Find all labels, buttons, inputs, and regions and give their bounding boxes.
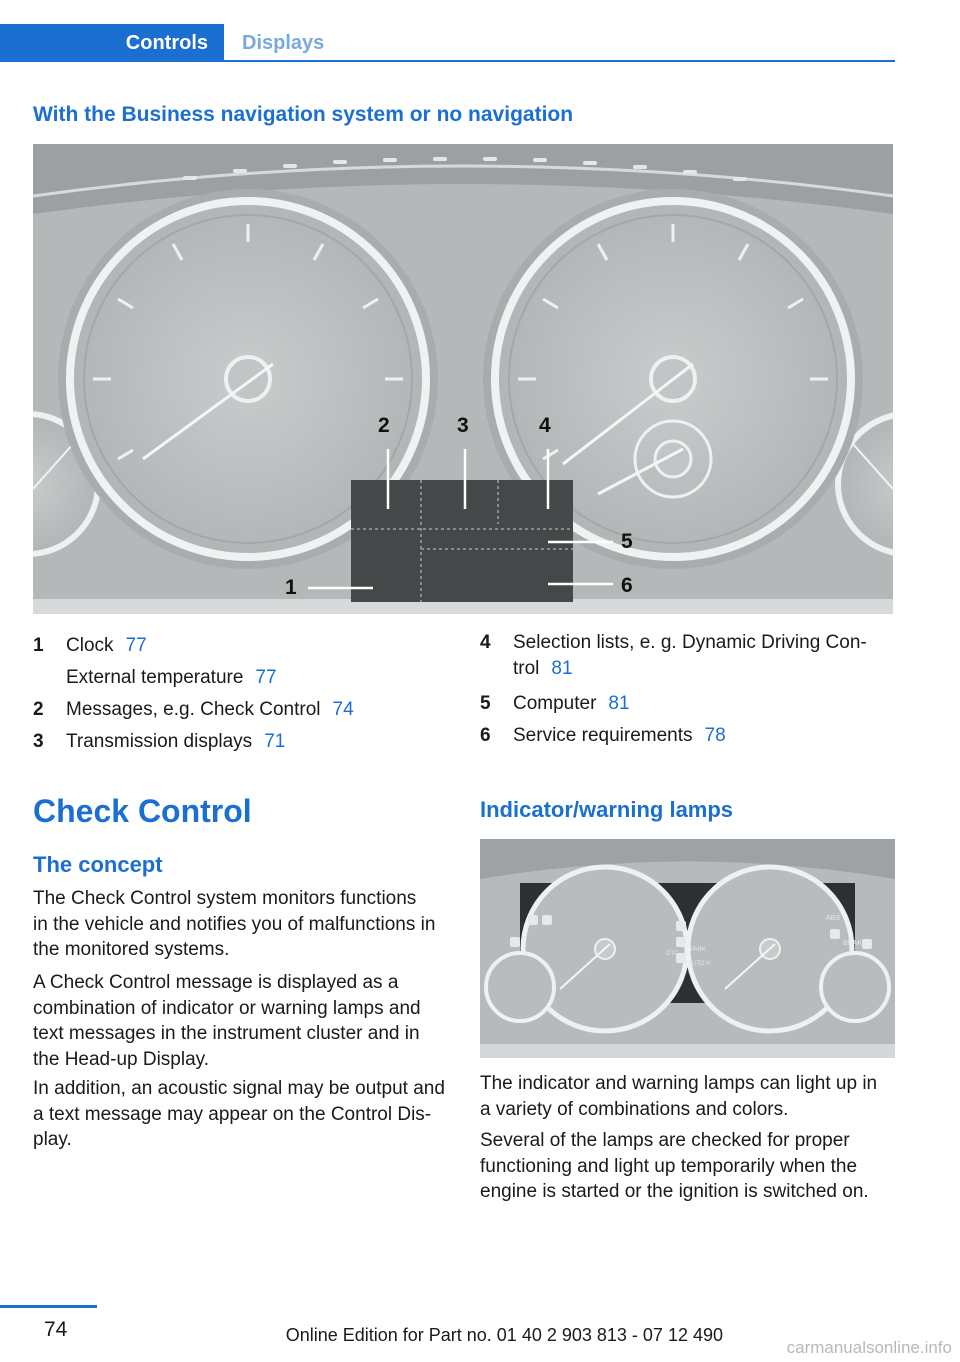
legend-item-3 [33,726,453,758]
legend-text: Computer [513,693,597,714]
legend-number: 4 [480,632,491,653]
callout-6: 6 [621,574,633,597]
legend-item-2 [33,694,453,726]
edition-note: Online Edition for Part no. 01 40 2 903 813 - 07 12 490 [285,1325,723,1345]
legend-text: Messages, e.g. Check Control [66,699,321,720]
footer-rule [0,1305,97,1308]
concept-paragraph-2 [33,970,453,1072]
lamp-label-dtc: DTC [666,951,679,957]
section-heading: With the Business navigation system or no navigation [33,103,574,126]
cluster-drawing [33,144,893,614]
legend-text: trol [513,658,540,679]
indicator-lamps-illustration [480,839,895,1058]
legend-number: 3 [33,731,44,752]
concept-heading: The concept [33,852,163,877]
callout-3: 3 [457,414,469,437]
text-line: functioning and light up temporarily when the [480,1155,858,1177]
legend-number: 2 [33,699,44,720]
text-line: engine is started or the ignition is switched on. [480,1181,869,1202]
legend-right [480,630,895,752]
tab-underline [224,60,895,62]
legend-number: 6 [480,725,491,746]
page-reference-link[interactable]: 77 [255,667,277,688]
legend-item-6 [480,720,895,752]
text-line: Several of the lamps are checked for proper [480,1130,850,1151]
text-line: play. [33,1129,72,1150]
watermark: carmanualsonline.info [786,1338,952,1357]
check-control-title: Check Control [33,793,252,829]
text-line: in the vehicle and notifies you of malfunctions in [33,913,436,935]
instrument-cluster-illustration [33,144,893,614]
text-line: the Head-up Display. [33,1048,210,1070]
lamp-label-brake: BRAKE [843,940,867,947]
text-line: combination of indicator or warning lamps and [33,997,421,1019]
callout-1: 1 [285,576,297,599]
lamps-drawing [480,839,895,1058]
page-number: 74 [44,1318,68,1341]
lamp-label-auto-h: AUTO H [688,961,711,967]
text-line: a variety of combinations and colors. [480,1098,789,1120]
text-line: the monitored systems. [33,939,230,960]
legend-item-4 [480,630,895,682]
legend-item-1 [33,630,453,662]
indicator-heading: Indicator/warning lamps [480,797,734,822]
indicator-paragraph-1 [480,1071,900,1122]
legend-text: Selection lists, e. g. Dynamic Driving Con- [513,632,867,653]
text-line: The Check Control system monitors functions [33,888,417,909]
legend-text: Service requirements [513,725,693,746]
page-reference-link[interactable]: 81 [551,658,573,679]
legend-text: Transmission displays [66,731,253,752]
lamp-label-park: PARK [690,947,706,953]
legend-text: Clock [66,635,114,656]
header-tabs [0,24,895,62]
lamp-label-abs: ABS [826,915,841,922]
indicator-paragraph-2 [480,1128,900,1205]
tab-controls-label: Controls [125,31,208,54]
callout-4: 4 [539,414,551,437]
tab-displays-label: Displays [242,31,325,54]
concept-paragraph-1 [33,886,453,963]
text-line: A Check Control message is displayed as a [33,972,399,993]
callout-2: 2 [378,414,390,437]
concept-paragraph-3 [33,1076,453,1153]
legend-number: 5 [480,693,491,714]
tab-displays[interactable] [224,24,895,62]
page-reference-link[interactable]: 71 [264,731,286,752]
page-reference-link[interactable]: 77 [125,635,147,656]
legend-item-5 [480,688,895,720]
text-line: The indicator and warning lamps can light up in [480,1073,878,1094]
legend-text: External temperature [66,667,244,688]
page-reference-link[interactable]: 81 [608,693,630,714]
legend-number: 1 [33,635,44,656]
page-reference-link[interactable]: 74 [332,699,354,720]
legend-left [33,630,453,758]
callout-5: 5 [621,530,633,553]
text-line: In addition, an acoustic signal may be output and [33,1078,445,1099]
page-reference-link[interactable]: 78 [704,725,726,746]
text-line: a text message may appear on the Control Dis- [33,1103,432,1125]
tab-controls[interactable] [0,24,224,62]
legend-subitem [33,662,453,694]
text-line: text messages in the instrument cluster and in [33,1023,420,1044]
